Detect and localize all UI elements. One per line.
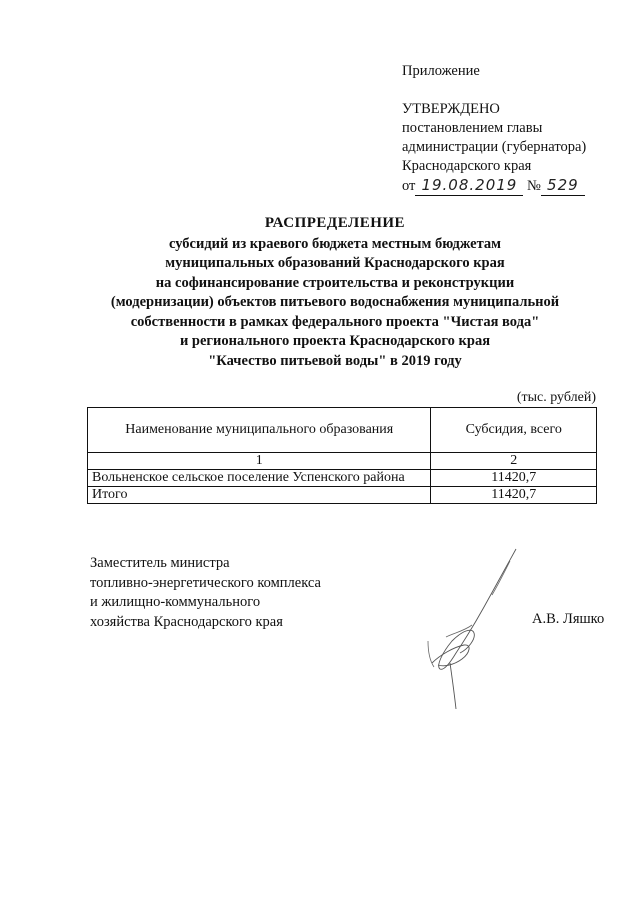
title-line: (модернизации) объектов питьевого водоснабжения муниципальной <box>110 294 560 310</box>
column-number-row <box>88 453 597 470</box>
annex-label: Приложение <box>402 63 480 79</box>
approval-line-2: администрации (губернатора) <box>402 139 587 155</box>
approval-date-line <box>402 176 586 196</box>
total-amount: 11420,7 <box>431 487 597 504</box>
table-header-row <box>88 408 597 453</box>
position-line: Заместитель министра <box>90 555 230 571</box>
title-line: и регионального проекта Краснодарского края <box>179 333 491 349</box>
subsidy-amount: 11420,7 <box>431 470 597 487</box>
document-title <box>70 214 600 371</box>
table-row <box>88 470 597 487</box>
header-subsidy: Субсидия, всего <box>431 408 597 453</box>
approval-line-1: постановлением главы <box>402 120 543 136</box>
header-municipality: Наименование муниципального образования <box>88 408 431 453</box>
total-label: Итого <box>88 487 431 504</box>
approval-line-3: Краснодарского края <box>402 158 532 174</box>
units-label: (тыс. рублей) <box>516 390 596 405</box>
from-label: от <box>402 178 416 194</box>
handwritten-signature <box>420 545 530 715</box>
approved-label: УТВЕРЖДЕНО <box>402 101 500 117</box>
subsidy-table <box>87 407 597 504</box>
title-line: собственности в рамках федерального проекта "Чистая вода" <box>130 313 540 330</box>
number-label: № <box>527 178 541 194</box>
approval-block <box>402 62 586 196</box>
title-line: на софинансирование строительства и реконструкции <box>155 274 515 291</box>
signer-position <box>90 554 321 632</box>
table-total-row <box>88 487 597 504</box>
title-main: РАСПРЕДЕЛЕНИЕ <box>264 215 406 231</box>
approval-number: 529 <box>541 176 585 196</box>
position-line: и жилищно-коммунального <box>90 594 261 610</box>
title-line: муниципальных образований Краснодарского края <box>165 255 505 271</box>
column-number: 2 <box>431 453 597 470</box>
title-line: субсидий из краевого бюджета местным бюджетам <box>168 235 502 252</box>
title-line: "Качество питьевой воды" в 2019 году <box>208 352 462 369</box>
signer-name: А.В. Ляшко <box>532 611 605 627</box>
position-line: хозяйства Краснодарского края <box>90 613 283 630</box>
position-line: топливно-энергетического комплекса <box>90 574 321 591</box>
municipality-name: Вольненское сельское поселение Успенского района <box>88 470 431 487</box>
approval-date: 19.08.2019 <box>415 176 523 196</box>
column-number: 1 <box>88 453 431 470</box>
